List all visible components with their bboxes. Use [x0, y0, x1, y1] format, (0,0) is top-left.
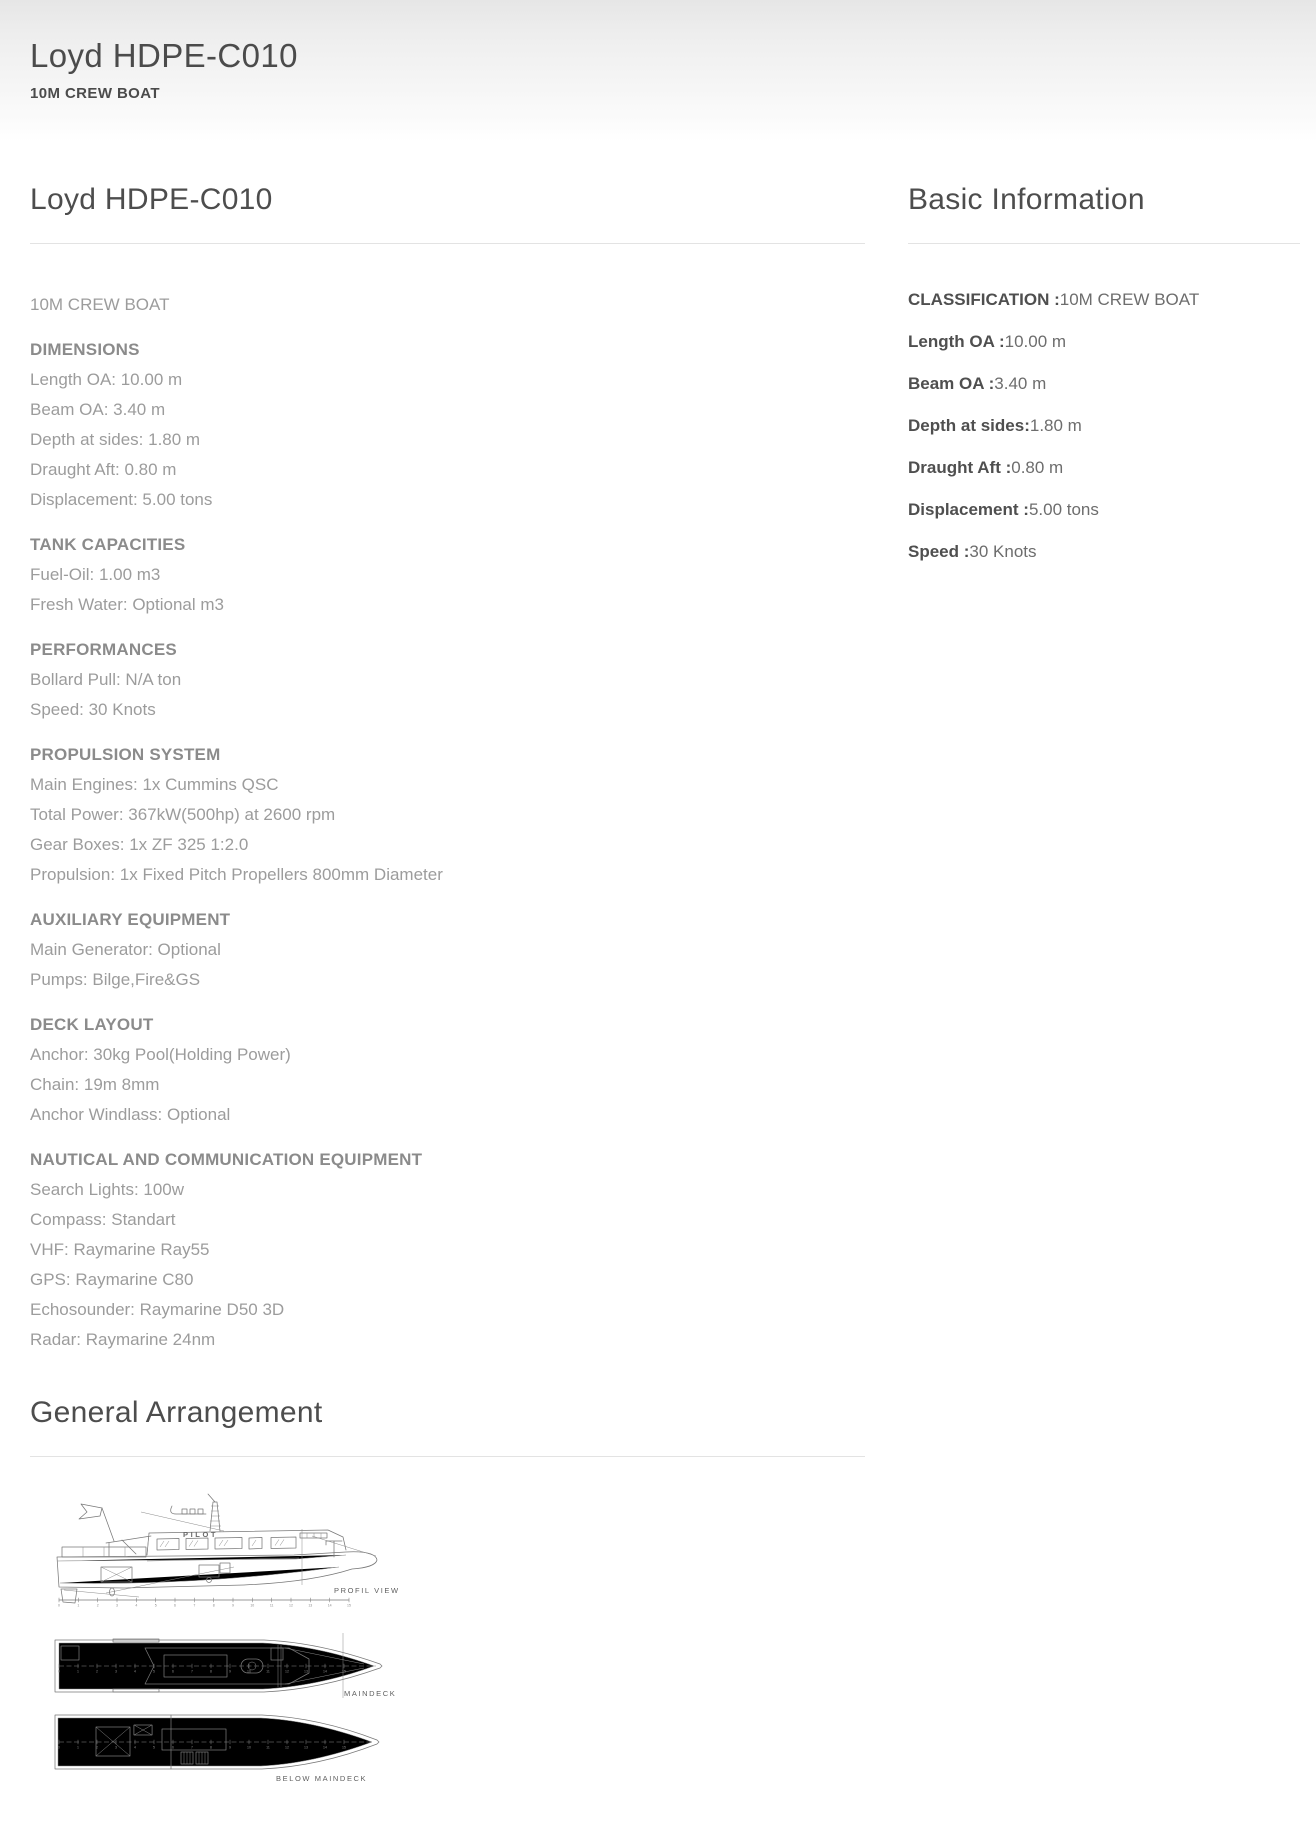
svg-text:9: 9: [232, 1603, 234, 1608]
divider: [908, 243, 1300, 244]
svg-text:14: 14: [327, 1603, 332, 1608]
svg-text:5: 5: [153, 1669, 155, 1674]
svg-text:8: 8: [210, 1745, 212, 1750]
spec-line: Beam OA: 3.40 m: [30, 400, 166, 419]
spec-line: Compass: Standart: [30, 1210, 176, 1229]
spec-line: Draught Aft: 0.80 m: [30, 460, 177, 479]
below-maindeck-label: BELOW MAINDECK: [276, 1774, 368, 1783]
spec-line: Total Power: 367kW(500hp) at 2600 rpm: [30, 805, 336, 824]
page-subtitle: 10M CREW BOAT: [30, 85, 160, 102]
svg-text:15: 15: [342, 1745, 346, 1750]
overview-column: [30, 142, 865, 1826]
spec-heading: TANK CAPACITIES: [30, 535, 186, 554]
spec-line: GPS: Raymarine C80: [30, 1270, 194, 1289]
spec-line: Echosounder: Raymarine D50 3D: [30, 1300, 285, 1319]
svg-text:1: 1: [77, 1603, 80, 1608]
spec-section-auxiliary: [30, 905, 865, 995]
svg-text:3: 3: [115, 1745, 117, 1750]
info-value: 10M CREW BOAT: [1059, 290, 1200, 309]
svg-text:7: 7: [191, 1745, 193, 1750]
info-label: Speed :: [908, 542, 970, 561]
content: [0, 142, 1316, 1826]
maindeck-label: MAINDECK: [344, 1689, 397, 1698]
spec-line: Radar: Raymarine 24nm: [30, 1330, 216, 1349]
spec-section-propulsion: [30, 740, 865, 890]
page-title: Loyd HDPE-C010: [30, 37, 298, 74]
info-value: 30 Knots: [969, 542, 1037, 561]
divider: [30, 243, 865, 244]
info-row: [908, 500, 1300, 520]
spec-line: Fuel-Oil: 1.00 m3: [30, 565, 161, 584]
bottom-spacer: [30, 1798, 865, 1826]
svg-text:14: 14: [323, 1745, 327, 1750]
svg-text:10: 10: [247, 1745, 251, 1750]
spec-line: Search Lights: 100w: [30, 1180, 185, 1199]
basic-info-list: [908, 290, 1300, 562]
spec-section-deck: [30, 1010, 865, 1130]
svg-text:11: 11: [266, 1745, 270, 1750]
boat-name-text: PILOT: [183, 1530, 219, 1539]
basic-info-column: [908, 142, 1300, 1826]
svg-text:1: 1: [77, 1669, 79, 1674]
spec-line: Pumps: Bilge,Fire&GS: [30, 970, 201, 989]
svg-text:8: 8: [212, 1603, 215, 1608]
info-row: [908, 458, 1300, 478]
svg-text:3: 3: [116, 1603, 118, 1608]
svg-text:2: 2: [96, 1603, 99, 1608]
svg-text:9: 9: [229, 1669, 231, 1674]
info-value: 3.40 m: [994, 374, 1047, 393]
spec-section-tanks: [30, 530, 865, 620]
svg-text:12: 12: [285, 1745, 289, 1750]
svg-text:12: 12: [285, 1669, 289, 1674]
svg-text:11: 11: [269, 1603, 274, 1608]
spec-section-dimensions: [30, 335, 865, 515]
svg-text:2: 2: [96, 1745, 98, 1750]
svg-text:14: 14: [323, 1669, 327, 1674]
svg-text:2: 2: [96, 1669, 98, 1674]
spec-line: Fresh Water: Optional m3: [30, 595, 224, 614]
svg-text:4: 4: [134, 1669, 136, 1674]
svg-text:7: 7: [193, 1603, 196, 1608]
svg-text:5: 5: [154, 1603, 157, 1608]
svg-text:10: 10: [247, 1669, 251, 1674]
spec-line: Main Engines: 1x Cummins QSC: [30, 775, 279, 794]
info-value: 0.80 m: [1011, 458, 1064, 477]
spec-line: Speed: 30 Knots: [30, 700, 156, 719]
info-row: [908, 290, 1300, 310]
svg-text:9: 9: [229, 1745, 231, 1750]
spec-line: Gear Boxes: 1x ZF 325 1:2.0: [30, 835, 249, 854]
spec-section-performances: [30, 635, 865, 725]
svg-text:0: 0: [58, 1745, 60, 1750]
info-row: [908, 542, 1300, 562]
info-label: Depth at sides:: [908, 416, 1030, 435]
overview-title: Loyd HDPE-C010: [30, 183, 273, 216]
svg-text:1: 1: [77, 1745, 79, 1750]
info-row: [908, 416, 1300, 436]
svg-text:6: 6: [172, 1669, 174, 1674]
basic-info-title: Basic Information: [908, 183, 1145, 216]
overview-subtitle: 10M CREW BOAT: [30, 295, 170, 314]
spec-section-nautical: [30, 1145, 865, 1355]
spec-line: Propulsion: 1x Fixed Pitch Propellers 800mm Diameter: [30, 865, 443, 884]
info-label: Length OA :: [908, 332, 1005, 351]
spec-line: Length OA: 10.00 m: [30, 370, 183, 389]
spec-line: VHF: Raymarine Ray55: [30, 1240, 210, 1259]
svg-text:13: 13: [304, 1745, 308, 1750]
info-value: 1.80 m: [1029, 416, 1082, 435]
spec-line: Main Generator: Optional: [30, 940, 221, 959]
svg-text:6: 6: [174, 1603, 176, 1608]
info-row: [908, 374, 1300, 394]
profile-frame-scale: [58, 1598, 351, 1608]
info-row: [908, 332, 1300, 352]
svg-text:13: 13: [308, 1603, 313, 1608]
svg-text:15: 15: [347, 1603, 351, 1608]
svg-text:8: 8: [210, 1669, 212, 1674]
svg-text:10: 10: [250, 1603, 255, 1608]
svg-text:6: 6: [172, 1745, 174, 1750]
spec-heading: PERFORMANCES: [30, 640, 177, 659]
svg-text:11: 11: [266, 1669, 270, 1674]
svg-text:7: 7: [191, 1669, 193, 1674]
divider: [30, 1456, 865, 1457]
info-value: 10.00 m: [1004, 332, 1067, 351]
below-maindeck-drawing: [55, 1715, 379, 1783]
general-arrangement-title: General Arrangement: [30, 1396, 323, 1429]
spec-line: Anchor: 30kg Pool(Holding Power): [30, 1045, 291, 1064]
spec-line: Depth at sides: 1.80 m: [30, 430, 201, 449]
svg-text:3: 3: [115, 1669, 117, 1674]
general-arrangement-drawing: [44, 1493, 404, 1793]
svg-text:12: 12: [289, 1603, 293, 1608]
svg-text:15: 15: [342, 1669, 346, 1674]
svg-text:0: 0: [58, 1669, 60, 1674]
spec-heading: DECK LAYOUT: [30, 1015, 154, 1034]
profile-view-drawing: [57, 1494, 400, 1608]
spec-heading: DIMENSIONS: [30, 340, 140, 359]
spec-heading: PROPULSION SYSTEM: [30, 745, 221, 764]
svg-text:4: 4: [135, 1603, 138, 1608]
spec-line: Bollard Pull: N/A ton: [30, 670, 182, 689]
info-label: Draught Aft :: [908, 458, 1012, 477]
spec-line: Chain: 19m 8mm: [30, 1075, 160, 1094]
svg-text:5: 5: [153, 1745, 155, 1750]
spec-heading: AUXILIARY EQUIPMENT: [30, 910, 231, 929]
info-label: Beam OA :: [908, 374, 995, 393]
spec-heading: NAUTICAL AND COMMUNICATION EQUIPMENT: [30, 1150, 423, 1169]
svg-text:0: 0: [58, 1603, 60, 1608]
svg-text:4: 4: [134, 1745, 136, 1750]
profile-view-label: PROFIL VIEW: [334, 1586, 400, 1595]
maindeck-drawing: [55, 1633, 396, 1698]
general-arrangement-figure: [44, 1493, 865, 1798]
flag-shape: [79, 1504, 102, 1519]
spec-line: Anchor Windlass: Optional: [30, 1105, 231, 1124]
info-label: Displacement :: [908, 500, 1029, 519]
info-label: CLASSIFICATION :: [908, 290, 1060, 309]
svg-text:13: 13: [304, 1669, 308, 1674]
info-value: 5.00 tons: [1028, 500, 1099, 519]
spec-line: Displacement: 5.00 tons: [30, 490, 213, 509]
page-header: [0, 0, 1316, 142]
